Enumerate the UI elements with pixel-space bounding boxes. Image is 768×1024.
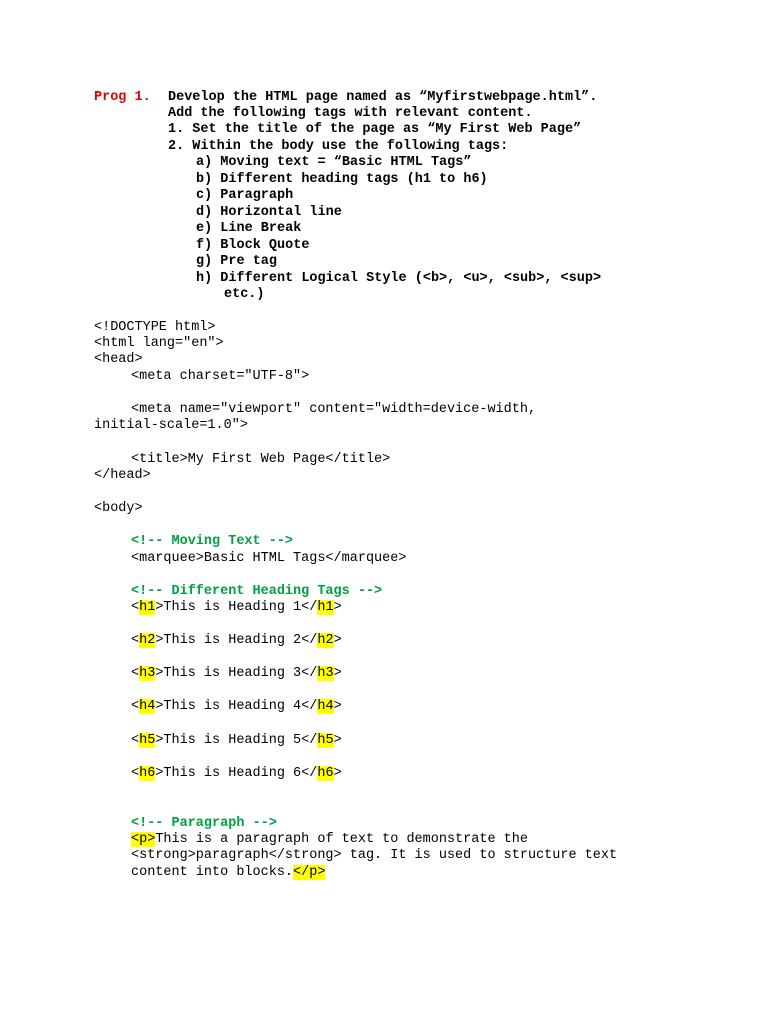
code-line-title: <title>My First Web Page</title>: [131, 452, 391, 467]
highlighted-tag: h5: [139, 733, 156, 748]
highlighted-tag: h2: [317, 633, 334, 648]
code-line-heading: <h1>This is Heading 1</h1>: [131, 600, 342, 615]
code-line-doctype: <!DOCTYPE html>: [94, 320, 216, 335]
highlighted-tag: h6: [139, 766, 156, 781]
code-line-heading: <h5>This is Heading 5</h5>: [131, 733, 342, 748]
code-line-paragraph: content into blocks.</p>: [131, 865, 326, 880]
task-item: h) Different Logical Style (<b>, <u>, <sub>, <sup>: [196, 271, 602, 286]
code-line-heading: <h3>This is Heading 3</h3>: [131, 666, 342, 681]
code-line-meta-viewport: initial-scale=1.0">: [94, 418, 248, 433]
code-line-marquee: <marquee>Basic HTML Tags</marquee>: [131, 551, 407, 566]
highlighted-tag: h6: [317, 766, 334, 781]
task-item: etc.): [224, 287, 265, 302]
task-item: a) Moving text = “Basic HTML Tags”: [196, 155, 472, 170]
task-item: g) Pre tag: [196, 254, 278, 269]
highlighted-tag: </p>: [293, 865, 326, 880]
code-line-meta-viewport: <meta name="viewport" content="width=device-width,: [131, 402, 537, 417]
task-item: f) Block Quote: [196, 238, 310, 253]
highlighted-tag: <p>: [131, 832, 156, 847]
code-line-heading: <h6>This is Heading 6</h6>: [131, 766, 342, 781]
task-item: b) Different heading tags (h1 to h6): [196, 172, 488, 187]
task-line: 1. Set the title of the page as “My First Web Page”: [168, 122, 582, 137]
code-line-meta-charset: <meta charset="UTF-8">: [131, 369, 310, 384]
code-line-paragraph: <strong>paragraph</strong> tag. It is used to structure text: [131, 848, 618, 863]
task-item: d) Horizontal line: [196, 205, 342, 220]
highlighted-tag: h4: [139, 699, 156, 714]
code-line-heading: <h2>This is Heading 2</h2>: [131, 633, 342, 648]
prog-label: Prog 1.: [94, 90, 151, 105]
code-line-paragraph: <p>This is a paragraph of text to demonstrate the: [131, 832, 528, 847]
task-line: 2. Within the body use the following tags:: [168, 139, 509, 154]
highlighted-tag: h2: [139, 633, 156, 648]
highlighted-tag: h4: [317, 699, 334, 714]
code-line-heading: <h4>This is Heading 4</h4>: [131, 699, 342, 714]
highlighted-tag: h3: [139, 666, 156, 681]
comment-moving-text: <!-- Moving Text -->: [131, 534, 294, 549]
task-line: Add the following tags with relevant content.: [168, 106, 533, 121]
highlighted-tag: h5: [317, 733, 334, 748]
comment-headings: <!-- Different Heading Tags -->: [131, 584, 383, 599]
code-line-head-close: </head>: [94, 468, 151, 483]
highlighted-tag: h1: [139, 600, 156, 615]
highlighted-tag: h3: [317, 666, 334, 681]
highlighted-tag: h1: [317, 600, 334, 615]
comment-paragraph: <!-- Paragraph -->: [131, 816, 277, 831]
code-line-body: <body>: [94, 501, 143, 516]
task-line: Develop the HTML page named as “Myfirstwebpage.html”.: [168, 90, 598, 105]
task-item: e) Line Break: [196, 221, 302, 236]
task-item: c) Paragraph: [196, 188, 294, 203]
code-line-html: <html lang="en">: [94, 336, 224, 351]
code-line-head: <head>: [94, 352, 143, 367]
